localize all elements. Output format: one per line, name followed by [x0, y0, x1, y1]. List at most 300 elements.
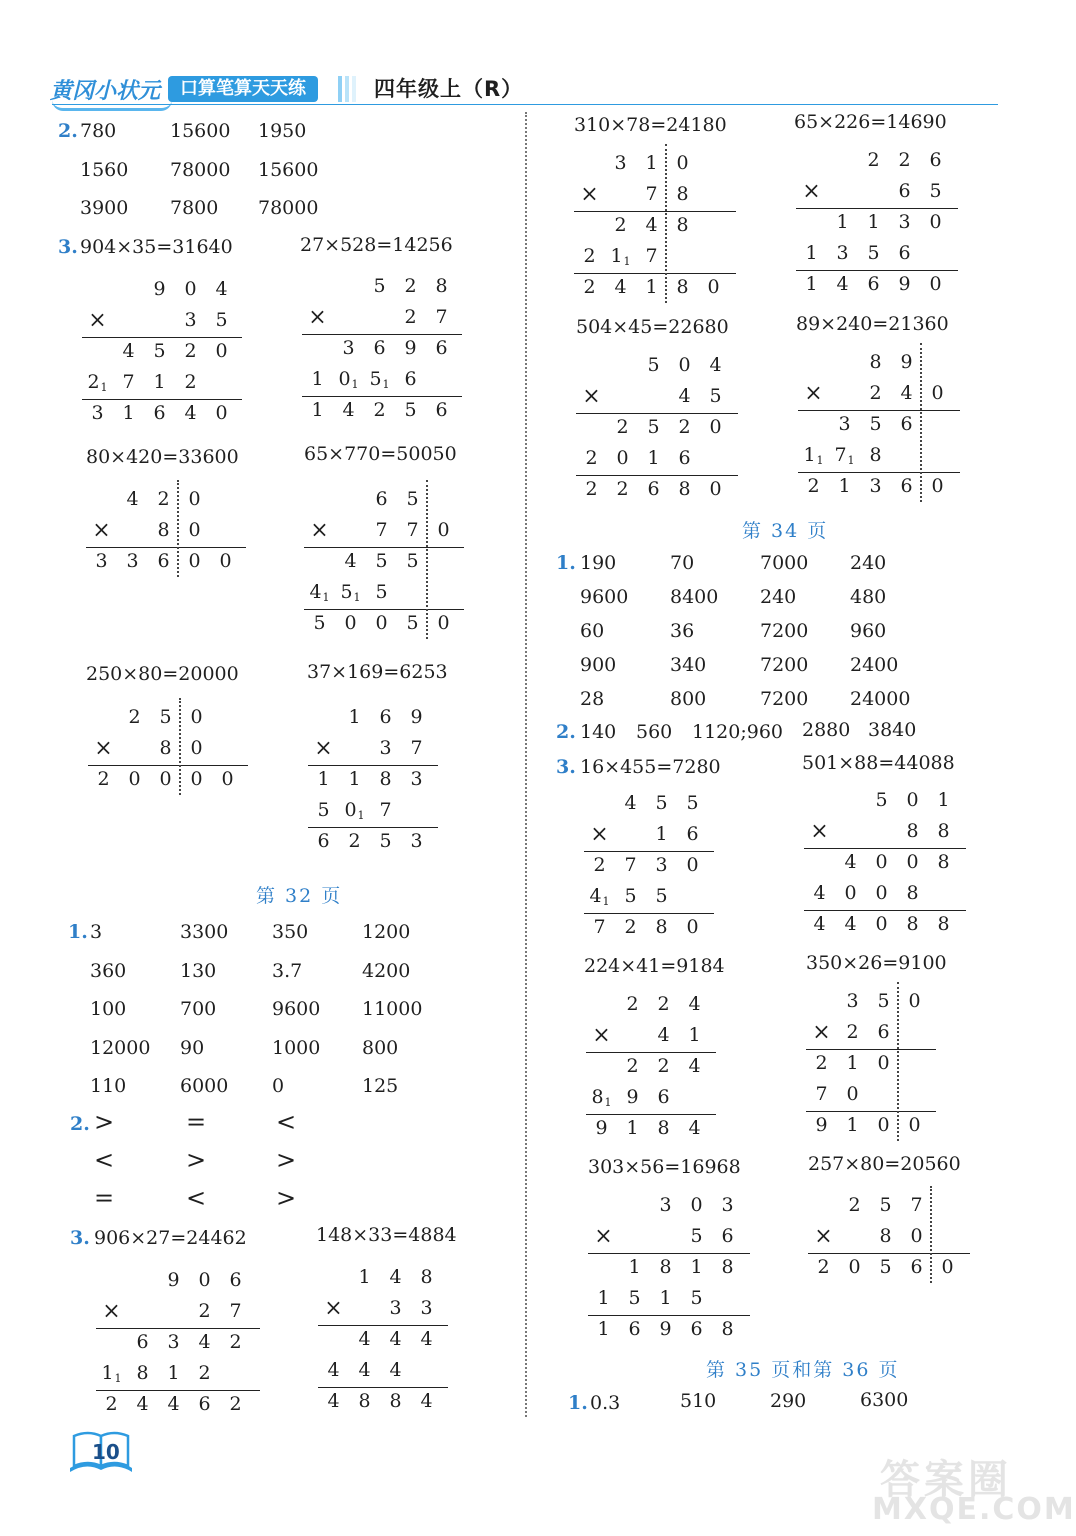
digit: 6 [157, 550, 170, 572]
zero-separator-dotted-line [177, 480, 179, 577]
digit: 8 [906, 882, 919, 904]
calc-rule [86, 547, 246, 548]
answer-value: 28 [580, 688, 605, 710]
digit: $0_1$ [338, 368, 359, 391]
calc-rule [304, 609, 464, 610]
answer-value: 6300 [860, 1389, 909, 1411]
calc-rule [588, 1315, 750, 1316]
digit: 6 [898, 180, 911, 202]
digit: 3 [869, 475, 882, 497]
digit: 4 [813, 913, 826, 935]
answer-value: 340 [670, 654, 707, 676]
digit: 5 [317, 799, 330, 821]
digit: 2 [97, 768, 110, 790]
answer-value: 7800 [170, 197, 219, 219]
answer-value: 7200 [760, 688, 809, 710]
digit: 3 [721, 1194, 734, 1216]
digit: 2 [848, 1194, 861, 1216]
answer-value: 9600 [272, 998, 321, 1020]
answer-value: 3.7 [272, 959, 303, 982]
digit: 1 [626, 1117, 639, 1139]
digit: 4 [614, 276, 627, 298]
digit: 5 [215, 309, 228, 331]
equation: 310×78=24180 [574, 114, 727, 136]
digit: 8 [906, 913, 919, 935]
calc-rule [82, 337, 242, 338]
digit: 0 [616, 447, 629, 469]
digit: 5 [929, 180, 942, 202]
digit: 4 [645, 214, 658, 236]
digit: 2 [867, 149, 880, 171]
calc-rule [302, 334, 462, 335]
digit: 3 [184, 309, 197, 331]
times-sign: × [580, 182, 599, 207]
digit: 6 [153, 402, 166, 424]
digit: 4 [136, 1393, 149, 1415]
answer-value: 800 [362, 1036, 399, 1059]
digit: 0 [709, 416, 722, 438]
calc-rule [586, 1052, 716, 1053]
equation: 224×41=9184 [584, 955, 725, 977]
digit: 1 [655, 823, 668, 845]
answer-value: > [94, 1108, 115, 1136]
digit: 1 [311, 399, 324, 421]
digit: 0 [848, 1256, 861, 1278]
digit: 6 [657, 1086, 670, 1108]
digit: $7_1$ [834, 444, 855, 467]
times-sign: × [810, 819, 829, 844]
digit: 6 [647, 478, 660, 500]
digit: 0 [906, 789, 919, 811]
digit: 0 [190, 768, 203, 790]
digit: 1 [597, 1318, 610, 1340]
digit: 7 [910, 1194, 923, 1216]
times-sign: × [812, 1020, 831, 1045]
digit: 8 [655, 916, 668, 938]
digit: 4 [389, 1328, 402, 1350]
digit: 1 [846, 1052, 859, 1074]
digit: 0 [931, 475, 944, 497]
answer-value: 240 [850, 552, 887, 574]
digit: 1 [645, 276, 658, 298]
digit: 6 [628, 1318, 641, 1340]
calc-rule [308, 765, 438, 766]
answer-value: 36 [670, 620, 695, 642]
digit: 3 [389, 1297, 402, 1319]
section-title-p32: 第 32 页 [256, 885, 343, 907]
digit: 5 [686, 792, 699, 814]
digit: 4 [126, 488, 139, 510]
digit: 3 [379, 737, 392, 759]
section-title-p34: 第 34 页 [742, 520, 829, 542]
digit: 4 [122, 340, 135, 362]
digit: 7 [645, 183, 658, 205]
carry-digit: 1 [623, 255, 631, 268]
digit: 0 [128, 768, 141, 790]
digit: 1 [628, 1256, 641, 1278]
digit: 2 [616, 478, 629, 500]
digit: 7 [815, 1083, 828, 1105]
calc-rule [304, 547, 464, 548]
digit: 0 [875, 851, 888, 873]
digit: 6 [900, 413, 913, 435]
digit: 2 [229, 1393, 242, 1415]
calc-rule [796, 208, 958, 209]
digit: 6 [900, 475, 913, 497]
answer-value: 110 [90, 1075, 127, 1097]
equation: 504×45=22680 [576, 316, 729, 338]
digit: 8 [906, 820, 919, 842]
digit: 1 [358, 1266, 371, 1288]
digit: 4 [844, 851, 857, 873]
equation: 16×455=7280 [580, 756, 721, 778]
digit: 1 [348, 706, 361, 728]
digit: 6 [375, 488, 388, 510]
digit: 0 [188, 519, 201, 541]
carry-digit: 1 [604, 1096, 612, 1109]
digit: 2 [869, 382, 882, 404]
digit: 0 [877, 1114, 890, 1136]
answer-value: 3840 [868, 719, 917, 741]
calc-rule [584, 851, 714, 852]
digit: 7 [645, 245, 658, 267]
watermark-logo: 答案圈 [880, 1457, 1012, 1503]
answer-value: 0.3 [590, 1392, 621, 1414]
answer-value: 1560 [80, 159, 129, 181]
digit: 0 [676, 152, 689, 174]
digit: 0 [344, 612, 357, 634]
digit: 8 [358, 1390, 371, 1412]
digit: 9 [815, 1114, 828, 1136]
digit: 3 [838, 413, 851, 435]
answer-value: < [276, 1108, 297, 1136]
digit: 0 [437, 519, 450, 541]
equation: 250×80=20000 [86, 663, 239, 685]
zero-separator-dotted-line [179, 698, 181, 795]
digit: 6 [373, 337, 386, 359]
digit: 2 [184, 340, 197, 362]
digit: 6 [690, 1318, 703, 1340]
digit: 5 [373, 275, 386, 297]
digit: 7 [406, 519, 419, 541]
times-sign: × [102, 1299, 121, 1324]
digit: 2 [128, 706, 141, 728]
digit: 3 [655, 854, 668, 876]
digit: 2 [348, 830, 361, 852]
digit: 2 [624, 916, 637, 938]
answer-value: 510 [680, 1390, 717, 1412]
equation: 904×35=31640 [80, 236, 233, 258]
digit: 8 [159, 737, 172, 759]
answer-value: 60 [580, 620, 605, 642]
times-sign: × [314, 736, 333, 761]
digit: 2 [815, 1052, 828, 1074]
digit: 1 [867, 211, 880, 233]
digit: 4 [624, 792, 637, 814]
digit: 4 [327, 1390, 340, 1412]
answer-value: 480 [850, 586, 887, 608]
digit: 0 [198, 1269, 211, 1291]
digit: 4 [167, 1393, 180, 1415]
digit: 1 [838, 475, 851, 497]
title-decoration [338, 76, 356, 102]
digit: 4 [358, 1328, 371, 1350]
digit: 4 [657, 1024, 670, 1046]
digit: 1 [645, 152, 658, 174]
digit: 1 [805, 242, 818, 264]
digit: $1_1$ [610, 245, 631, 268]
digit: $8_1$ [591, 1086, 612, 1109]
grade-label: 四年级上（R） [374, 77, 524, 101]
answer-value: 24000 [850, 688, 911, 710]
answer-value: 100 [90, 998, 127, 1020]
answer-value: 1200 [362, 921, 411, 943]
digit: 5 [655, 792, 668, 814]
answer-value: 15600 [170, 120, 231, 142]
watermark-url: MXQE.COM [872, 1492, 1076, 1527]
answer-value: 15600 [258, 159, 319, 181]
digit: 1 [311, 368, 324, 390]
digit: 5 [690, 1225, 703, 1247]
digit: 2 [817, 1256, 830, 1278]
digit: 7 [229, 1300, 242, 1322]
answer-value: 360 [90, 959, 127, 982]
digit: 9 [404, 337, 417, 359]
digit: 0 [215, 340, 228, 362]
digit: 7 [624, 854, 637, 876]
carry-digit: 1 [351, 378, 359, 391]
calc-rule [302, 396, 462, 397]
digit: 3 [836, 242, 849, 264]
answer-value: 130 [180, 959, 217, 982]
digit: 9 [626, 1086, 639, 1108]
digit: 2 [616, 416, 629, 438]
digit: 5 [879, 1194, 892, 1216]
digit: $5_1$ [340, 581, 361, 604]
digit: 6 [404, 368, 417, 390]
times-sign: × [308, 305, 327, 330]
digit: 4 [389, 1359, 402, 1381]
digit: 8 [136, 1362, 149, 1384]
digit: 0 [221, 768, 234, 790]
digit: 5 [869, 413, 882, 435]
logo-swoosh [52, 100, 172, 111]
digit: 3 [614, 152, 627, 174]
digit: 8 [676, 183, 689, 205]
digit: 4 [688, 1117, 701, 1139]
equation: 906×27=24462 [94, 1227, 247, 1249]
digit: 6 [198, 1393, 211, 1415]
digit: 1 [647, 447, 660, 469]
zero-separator-dotted-line [665, 144, 667, 303]
digit: 5 [647, 416, 660, 438]
digit: 6 [721, 1225, 734, 1247]
digit: 4 [678, 385, 691, 407]
digit: 1 [348, 768, 361, 790]
digit: 2 [585, 447, 598, 469]
calc-rule [798, 472, 960, 473]
digit: 4 [420, 1390, 433, 1412]
digit: 0 [929, 273, 942, 295]
calc-rule [88, 765, 248, 766]
calc-rule [574, 273, 736, 274]
equation: 148×33=4884 [316, 1224, 457, 1246]
digit: 7 [375, 519, 388, 541]
times-sign: × [582, 384, 601, 409]
digit: 8 [435, 275, 448, 297]
times-sign: × [590, 822, 609, 847]
digit: 9 [167, 1269, 180, 1291]
digit: 4 [420, 1328, 433, 1350]
digit: $4_1$ [589, 885, 610, 908]
digit: 4 [836, 273, 849, 295]
digit: 8 [869, 351, 882, 373]
digit: $1_1$ [101, 1362, 122, 1385]
digit: 5 [647, 354, 660, 376]
digit: 3 [342, 337, 355, 359]
question-number: 3. [58, 236, 78, 258]
equation: 89×240=21360 [796, 313, 949, 335]
digit: 3 [410, 830, 423, 852]
equation: 37×169=6253 [307, 661, 448, 683]
digit: 0 [686, 916, 699, 938]
digit: 1 [836, 211, 849, 233]
digit: 5 [655, 885, 668, 907]
digit: $0_1$ [344, 799, 365, 822]
answer-value: 6000 [180, 1075, 229, 1097]
carry-digit: 1 [353, 591, 361, 604]
digit: 4 [709, 354, 722, 376]
carry-digit: 1 [847, 454, 855, 467]
digit: 2 [229, 1331, 242, 1353]
equation: 350×26=9100 [806, 952, 947, 974]
digit: 5 [375, 550, 388, 572]
digit: 8 [420, 1266, 433, 1288]
carry-digit: 1 [382, 378, 390, 391]
digit: 1 [688, 1024, 701, 1046]
digit: 2 [807, 475, 820, 497]
times-sign: × [310, 518, 329, 543]
digit: 4 [844, 913, 857, 935]
digit: 1 [937, 789, 950, 811]
digit: 6 [867, 273, 880, 295]
times-sign: × [94, 736, 113, 761]
answer-value: 11000 [362, 998, 423, 1020]
digit: 0 [437, 612, 450, 634]
answer-value: 1000 [272, 1036, 321, 1059]
digit: 5 [867, 242, 880, 264]
digit: 0 [908, 1114, 921, 1136]
digit: 0 [929, 211, 942, 233]
digit: 2 [657, 993, 670, 1015]
digit: 0 [707, 276, 720, 298]
calc-rule [584, 913, 714, 914]
digit: 1 [153, 371, 166, 393]
digit: 0 [690, 1194, 703, 1216]
zero-separator-dotted-line [930, 1186, 932, 1283]
digit: 0 [686, 854, 699, 876]
digit: 4 [389, 1266, 402, 1288]
digit: 2 [184, 371, 197, 393]
digit: 7 [122, 371, 135, 393]
digit: 5 [159, 706, 172, 728]
carry-digit: 1 [602, 895, 610, 908]
digit: 9 [898, 273, 911, 295]
digit: 2 [404, 306, 417, 328]
digit: 0 [188, 550, 201, 572]
times-sign: × [594, 1224, 613, 1249]
digit: 4 [688, 1055, 701, 1077]
answer-value: > [276, 1146, 297, 1174]
digit: 8 [937, 851, 950, 873]
calc-rule [798, 410, 960, 411]
digit: 8 [937, 913, 950, 935]
digit: 8 [869, 444, 882, 466]
zero-separator-dotted-line [426, 480, 428, 639]
digit: 9 [153, 278, 166, 300]
digit: 1 [317, 768, 330, 790]
answer-value: 960 [850, 620, 887, 642]
answer-value: 1950 [258, 120, 307, 142]
digit: 0 [908, 990, 921, 1012]
digit: 8 [676, 214, 689, 236]
calc-rule [796, 270, 958, 271]
digit: 9 [900, 351, 913, 373]
digit: 6 [379, 706, 392, 728]
digit: 5 [406, 488, 419, 510]
digit: 8 [379, 768, 392, 790]
digit: 4 [813, 882, 826, 904]
digit: $1_1$ [803, 444, 824, 467]
digit: 2 [678, 416, 691, 438]
series-logo: 黄冈小状元 [50, 79, 161, 104]
answer-value: 3 [90, 921, 103, 943]
digit: 8 [659, 1256, 672, 1278]
digit: 4 [688, 993, 701, 1015]
digit: 0 [846, 1083, 859, 1105]
carry-digit: 1 [816, 454, 824, 467]
answer-value: 70 [670, 552, 695, 574]
digit: 8 [389, 1390, 402, 1412]
carry-digit: 1 [114, 1372, 122, 1385]
digit: 0 [190, 737, 203, 759]
answer-value: 125 [362, 1075, 399, 1097]
answer-value: > [186, 1146, 207, 1174]
question-number: 2. [70, 1113, 90, 1135]
digit: 5 [690, 1287, 703, 1309]
digit: 6 [435, 399, 448, 421]
calc-rule [318, 1387, 448, 1388]
digit: 9 [595, 1117, 608, 1139]
digit: 6 [317, 830, 330, 852]
zero-separator-dotted-line [897, 982, 899, 1141]
digit: 1 [597, 1287, 610, 1309]
digit: 3 [167, 1331, 180, 1353]
answer-value: 7200 [760, 620, 809, 642]
carry-digit: 1 [322, 591, 330, 604]
answer-value: 78000 [258, 197, 319, 219]
digit: 0 [877, 1052, 890, 1074]
digit: 2 [657, 1055, 670, 1077]
digit: 3 [898, 211, 911, 233]
digit: 8 [657, 1117, 670, 1139]
digit: 5 [709, 385, 722, 407]
answer-value: 90 [180, 1036, 205, 1059]
calc-rule [576, 475, 738, 476]
digit: 8 [676, 276, 689, 298]
digit: 6 [678, 447, 691, 469]
digit: 5 [406, 612, 419, 634]
